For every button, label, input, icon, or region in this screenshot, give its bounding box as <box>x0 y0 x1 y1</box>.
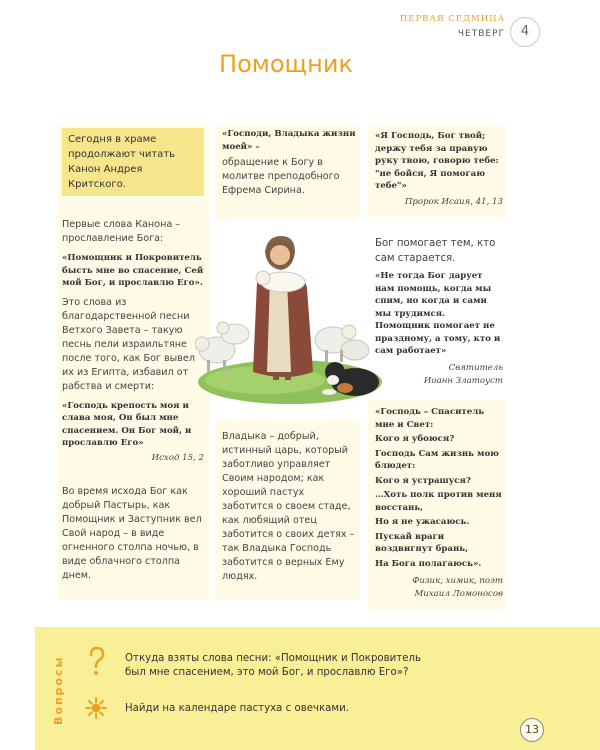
col1-quote-2: «Господь крепость моя и слава моя, Он был мне спасением. Он Бог мой, и прославлю Его» <box>62 400 192 448</box>
page-number: 13 <box>520 718 544 742</box>
col3-quote-1: «Я Господь, Бог твой; держу тебя за правую руку твою, говорю тебе: "не бойся, Я помогаю тебе"» <box>375 131 499 191</box>
poem-line-3: Господь Сам жизнь мою блюдет: <box>375 448 499 471</box>
column-middle-top <box>222 128 357 198</box>
sheep-right <box>315 325 369 362</box>
column-right-middle <box>375 236 503 386</box>
question-1-text: Откуда взяты слова песни: «Помощник и Покровитель был мне спасением, это мой Бог, и прославлю Его»? <box>125 653 421 678</box>
questions-label-text: Вопросы <box>52 655 65 725</box>
col3-citation-1: Пророк Исаия, 41, 13 <box>404 196 503 207</box>
column-middle-bottom <box>222 430 356 584</box>
question-2-text: Найди на календаре пастуха с овечками. <box>125 703 349 714</box>
col3-citation-2-line2: Иоанн Златоуст <box>423 375 503 386</box>
poem-line-7: Пускай враги воздвигнут брань, <box>375 531 469 554</box>
column-right-top <box>375 130 503 207</box>
column-right-bottom <box>375 406 503 599</box>
questions-band <box>35 627 600 750</box>
col3-citation-3-line2: Михаил Ломоносов <box>414 589 503 599</box>
col2-paragraph-2: Владыка – добрый, истинный царь, который заботливо управляет Своим народом; как хороший пастух заботится о своем стаде, как любящий отец заботится о своих детях – так Владыка Господь заботится о верных Ему людях. <box>222 431 355 582</box>
col3-lead: Бог помогает тем, кто сам старается. <box>375 238 496 264</box>
shepherd-figure <box>253 236 313 380</box>
questions-label <box>52 650 66 740</box>
poem-line-5: …Хоть полк против меня восстань, <box>375 490 502 513</box>
page-title: Помощник <box>219 50 353 78</box>
col3-citation-2-line1: Святитель <box>448 362 503 373</box>
header-week-label: ПЕРВАЯ СЕДМИЦА <box>399 14 505 24</box>
col3-quote-2: «Не тогда Бог дарует нам помощь, когда мы спим, но когда и сами мы трудимся. Помощник помогает не праздному, а тому, кто и сам работает» <box>375 271 501 356</box>
poem-line-8: На Бога полагаюсь». <box>375 558 482 569</box>
question-mark-icon <box>85 645 109 677</box>
col1-paragraph-1: Первые слова Канона – прославление Бога: <box>62 219 181 244</box>
col3-citation-3-line1: Физик, химик, поэт <box>412 576 503 586</box>
scalloped-edge <box>27 627 37 750</box>
poem-line-4: Кого я устрашуся? <box>375 475 471 486</box>
header-page-badge: 4 <box>510 17 540 47</box>
header-day-label: ЧЕТВЕРГ <box>457 29 505 39</box>
intro-highlight: Сегодня в храме продолжают читать Канон Андрея Критского. <box>62 128 204 196</box>
shepherd-illustration <box>195 222 385 417</box>
poem-line-2: Кого я убоюся? <box>375 434 455 444</box>
col1-citation-2: Исход 15, 2 <box>151 452 204 463</box>
col1-paragraph-2: Это слова из благодарственной песни Ветхого Завета – такую песнь пели израильтяне после того, как Бог вывел их из Египта, избавил от рабства и смерти: <box>62 296 195 392</box>
col2-quote: «Господи, Владыка жизни моей» – <box>222 129 356 152</box>
sun-icon <box>85 697 107 719</box>
poem-line-6: Но я не ужасаюсь. <box>375 517 470 527</box>
col1-quote-1: «Помощник и Покровитель бысть мне во спасение, Сей мой Бог, и прославлю Его». <box>62 253 204 288</box>
column-left <box>62 128 204 583</box>
poem-line-1: «Господь – Спаситель мне и Свет: <box>375 407 485 430</box>
col2-paragraph-1: обращение к Богу в молитве преподобного Ефрема Сирина. <box>222 157 340 196</box>
col1-paragraph-3: Во время исхода Бог как добрый Пастырь, как Помощник и Заступник вел Свой народ – в виде огненного столпа ночью, в виде облачного столпа днем. <box>62 485 202 581</box>
